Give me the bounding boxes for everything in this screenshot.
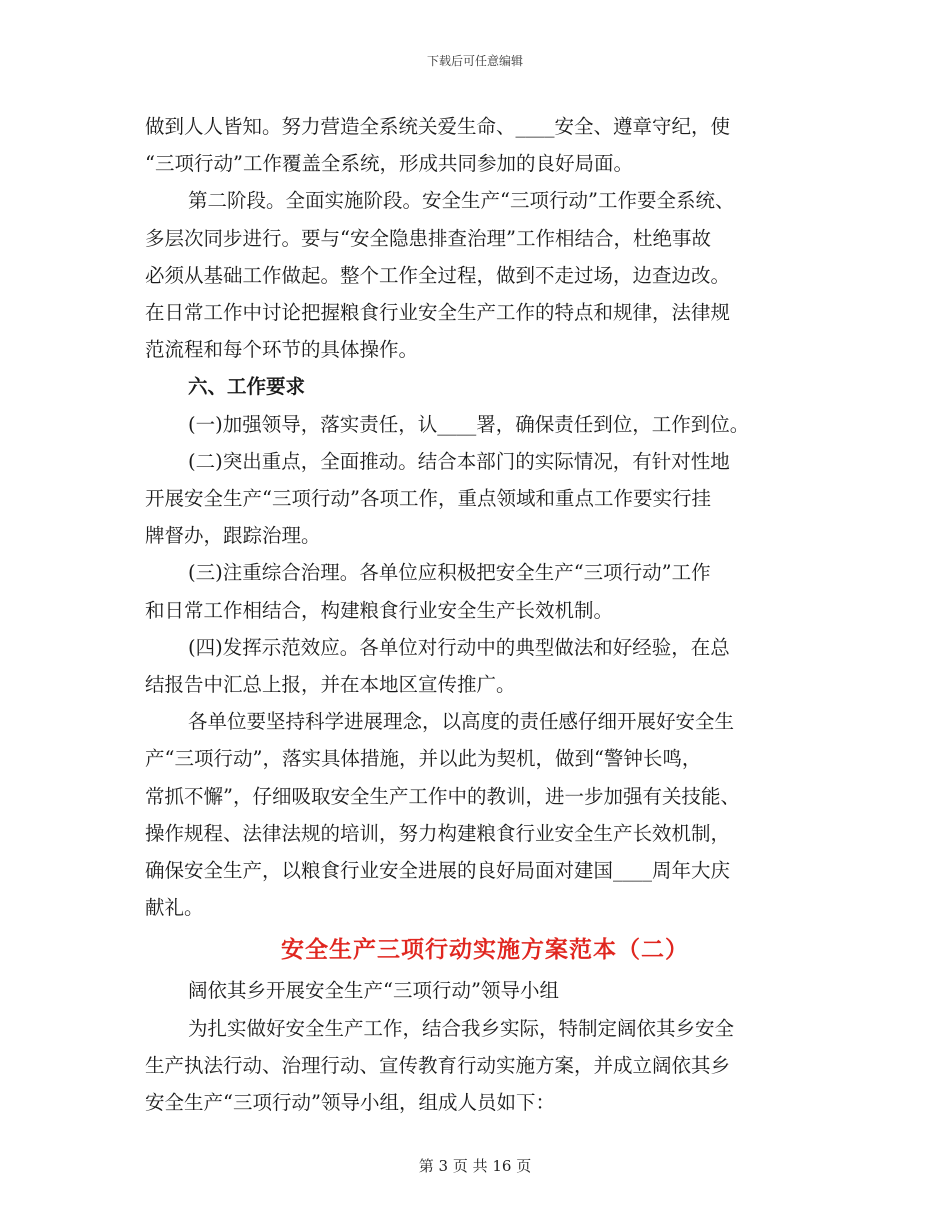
body-line: 结报告中汇总上报，并在本地区宣传推广。 bbox=[145, 673, 516, 697]
body-line: 阔依其乡开展安全生产“三项行动”领导小组 bbox=[188, 979, 559, 1003]
body-line: 做到人人皆知。努力营造全系统关爱生命、____安全、遵章守纪，使 bbox=[145, 115, 731, 138]
body-line: 各单位要坚持科学进展理念，以高度的责任感仔细开展好安全生 bbox=[188, 710, 735, 734]
document-body bbox=[145, 108, 825, 1121]
body-line: (二)突出重点，全面推动。结合本部门的实际情况，有针对性地 bbox=[188, 449, 730, 473]
body-line: 多层次同步进行。要与“安全隐患排查治理”工作相结合，杜绝事故 bbox=[145, 226, 711, 250]
body-line: (一)加强领导，落实责任，认____署，确保责任到位，工作到位。 bbox=[188, 412, 750, 436]
body-line: 牌督办，跟踪治理。 bbox=[145, 524, 321, 548]
section-heading: 六、工作要求 bbox=[188, 375, 306, 399]
body-line: 常抓不懈”，仔细吸取安全生产工作中的教训，进一步加强有关技能、 bbox=[145, 784, 740, 808]
body-line: 在日常工作中讨论把握粮食行业安全生产工作的特点和规律，法律规 bbox=[145, 301, 731, 325]
body-line: 范流程和每个环节的具体操作。 bbox=[145, 338, 419, 362]
document-title: 安全生产三项行动实施方案范本（二） bbox=[281, 936, 689, 964]
body-line: 献礼。 bbox=[145, 896, 204, 920]
body-line: “三项行动”工作覆盖全系统，形成共同参加的良好局面。 bbox=[145, 152, 633, 176]
body-line: 为扎实做好安全生产工作，结合我乡实际，特制定阔依其乡安全 bbox=[188, 1016, 735, 1040]
body-line: 生产执法行动、治理行动、宣传教育行动实施方案，并成立阔依其乡 bbox=[145, 1053, 731, 1077]
body-line: 和日常工作相结合，构建粮食行业安全生产长效机制。 bbox=[145, 598, 614, 622]
page-number: 第 3 页 共 16 页 bbox=[418, 1157, 532, 1175]
body-line: 必须从基础工作做起。整个工作全过程，做到不走过场，边查边改。 bbox=[145, 263, 731, 287]
body-line: 操作规程、法律法规的培训，努力构建粮食行业安全生产长效机制， bbox=[145, 821, 731, 845]
body-line: 确保安全生产，以粮食行业安全进展的良好局面对建国____周年大庆 bbox=[145, 859, 731, 883]
body-line: (三)注重综合治理。各单位应积极把安全生产“三项行动”工作 bbox=[188, 561, 711, 585]
body-line: 第二阶段。全面实施阶段。安全生产“三项行动”工作要全系统、 bbox=[188, 189, 735, 213]
body-line: (四)发挥示范效应。各单位对行动中的典型做法和好经验，在总 bbox=[188, 635, 730, 659]
body-line: 开展安全生产“三项行动”各项工作，重点领域和重点工作要实行挂 bbox=[145, 487, 711, 511]
body-line: 安全生产“三项行动”领导小组，组成人员如下： bbox=[145, 1091, 555, 1115]
body-line: 产“三项行动”，落实具体措施，并以此为契机，做到“警钟长鸣， bbox=[145, 747, 702, 771]
page-header: 下载后可任意编辑 bbox=[426, 54, 523, 68]
